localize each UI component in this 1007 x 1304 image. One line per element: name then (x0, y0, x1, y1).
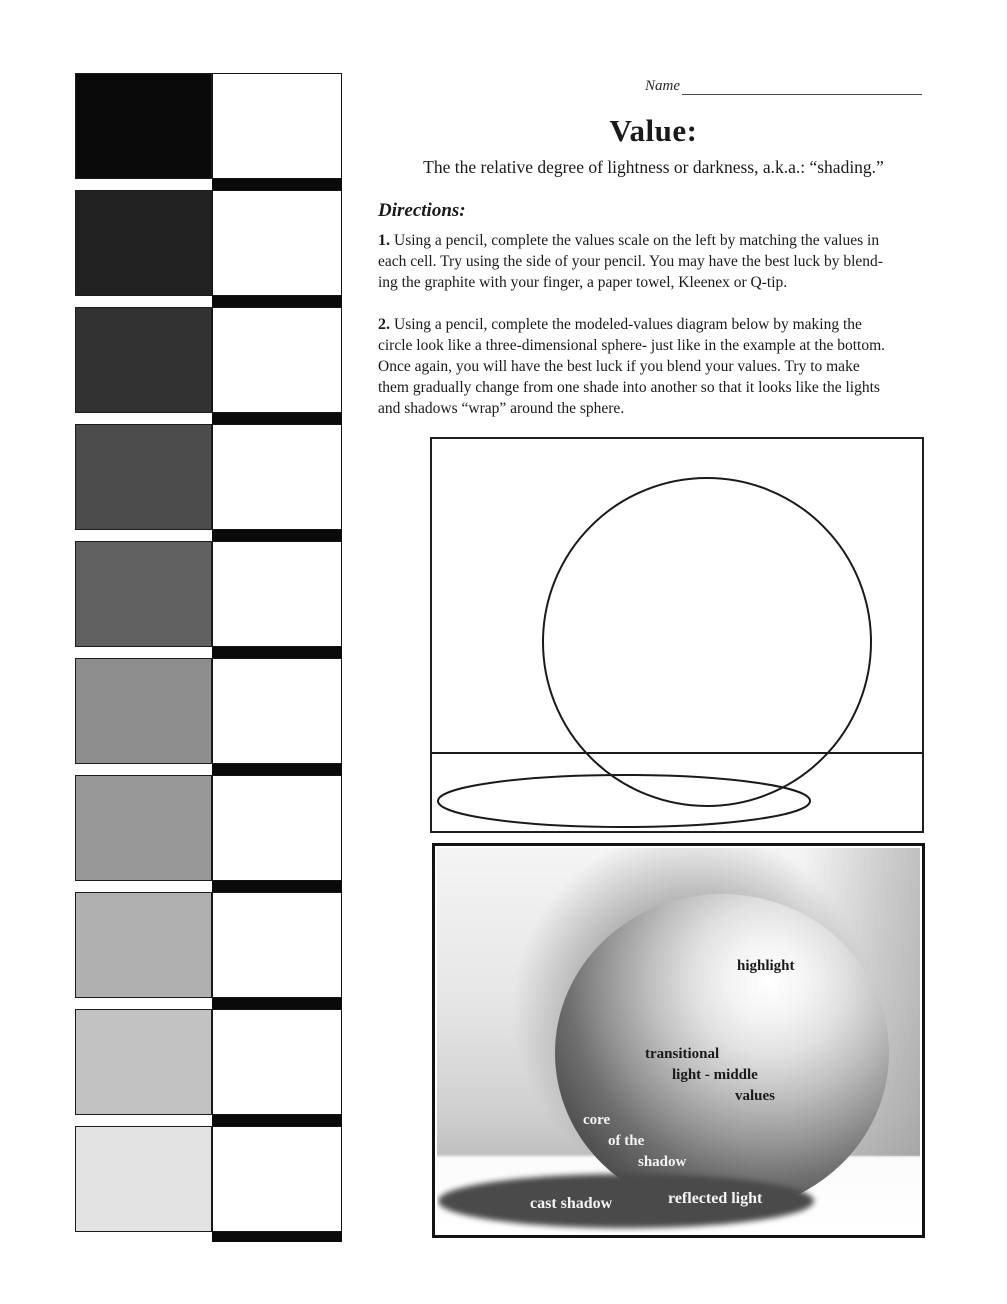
value-swatch-4 (75, 424, 212, 530)
label-transitional-line: values (735, 1088, 776, 1104)
label-cast-shadow: cast shadow (530, 1195, 613, 1212)
value-scale-blank-column (212, 73, 342, 1242)
step-line (378, 314, 948, 335)
sphere-outline-circle (543, 478, 871, 806)
step-line: Once again, you will have the best luck if you blend your values. Try to make (378, 358, 860, 375)
label-transitional-line: transitional (645, 1046, 720, 1062)
value-swatch-9 (75, 1009, 212, 1115)
blank-value-cell-10 (212, 1126, 342, 1232)
step-line-text: Using a pencil, complete the values scale on the left by matching the values in (394, 232, 880, 249)
worksheet-content (377, 73, 930, 1238)
name-row (645, 77, 922, 95)
blank-value-cell-7 (212, 775, 342, 881)
directions-heading: Directions: (378, 200, 466, 221)
value-swatch-5 (75, 541, 212, 647)
blank-value-cell-2 (212, 190, 342, 296)
value-scale (75, 73, 342, 1242)
page-title: Value: (609, 113, 698, 148)
label-transitional-line: light - middle (672, 1067, 758, 1083)
page-subtitle: The the relative degree of lightness or darkness, a.k.a.: “shading.” (423, 157, 884, 177)
value-swatch-8 (75, 892, 212, 998)
blank-value-cell-9 (212, 1009, 342, 1115)
sphere-photo (437, 848, 920, 1233)
step-line: each cell. Try using the side of your pencil. You may have the best luck by blend- (378, 253, 883, 270)
value-scale-filled-column (75, 73, 212, 1242)
label-core-of-shadow (583, 1110, 686, 1173)
value-swatch-7 (75, 775, 212, 881)
value-swatch-1 (75, 73, 212, 179)
step-line: and shadows “wrap” around the sphere. (378, 400, 625, 417)
modeled-values-canvas (432, 439, 922, 831)
value-swatch-6 (75, 658, 212, 764)
blank-value-cell-4 (212, 424, 342, 530)
step-number: 1. (378, 232, 390, 249)
value-swatch-3 (75, 307, 212, 413)
blank-value-cell-1 (212, 73, 342, 179)
direction-step-2 (378, 314, 948, 419)
name-underline (682, 77, 922, 95)
label-transitional (645, 1044, 775, 1107)
label-core-line: of the (608, 1133, 645, 1149)
sphere-example-box (432, 843, 925, 1238)
label-reflected-light: reflected light (668, 1190, 763, 1207)
step-line-text: Using a pencil, complete the modeled-values diagram below by making the (394, 316, 862, 333)
modeled-values-box (430, 437, 924, 833)
step-line: circle look like a three-dimensional sphere- just like in the example at the bottom. (378, 337, 886, 354)
blank-value-cell-6 (212, 658, 342, 764)
value-swatch-2 (75, 190, 212, 296)
name-label: Name (645, 77, 680, 94)
blank-value-cell-3 (212, 307, 342, 413)
label-core-line: shadow (638, 1154, 687, 1170)
step-line (378, 230, 948, 251)
step-line: ing the graphite with your finger, a paper towel, Kleenex or Q-tip. (378, 274, 788, 291)
label-highlight: highlight (737, 958, 795, 974)
blank-value-cell-5 (212, 541, 342, 647)
direction-step-1 (378, 230, 948, 293)
blank-value-cell-8 (212, 892, 342, 998)
value-swatch-10 (75, 1126, 212, 1232)
step-number: 2. (378, 316, 390, 333)
step-line: them gradually change from one shade into another so that it looks like the lights (378, 379, 880, 396)
label-core-line: core (583, 1112, 611, 1128)
